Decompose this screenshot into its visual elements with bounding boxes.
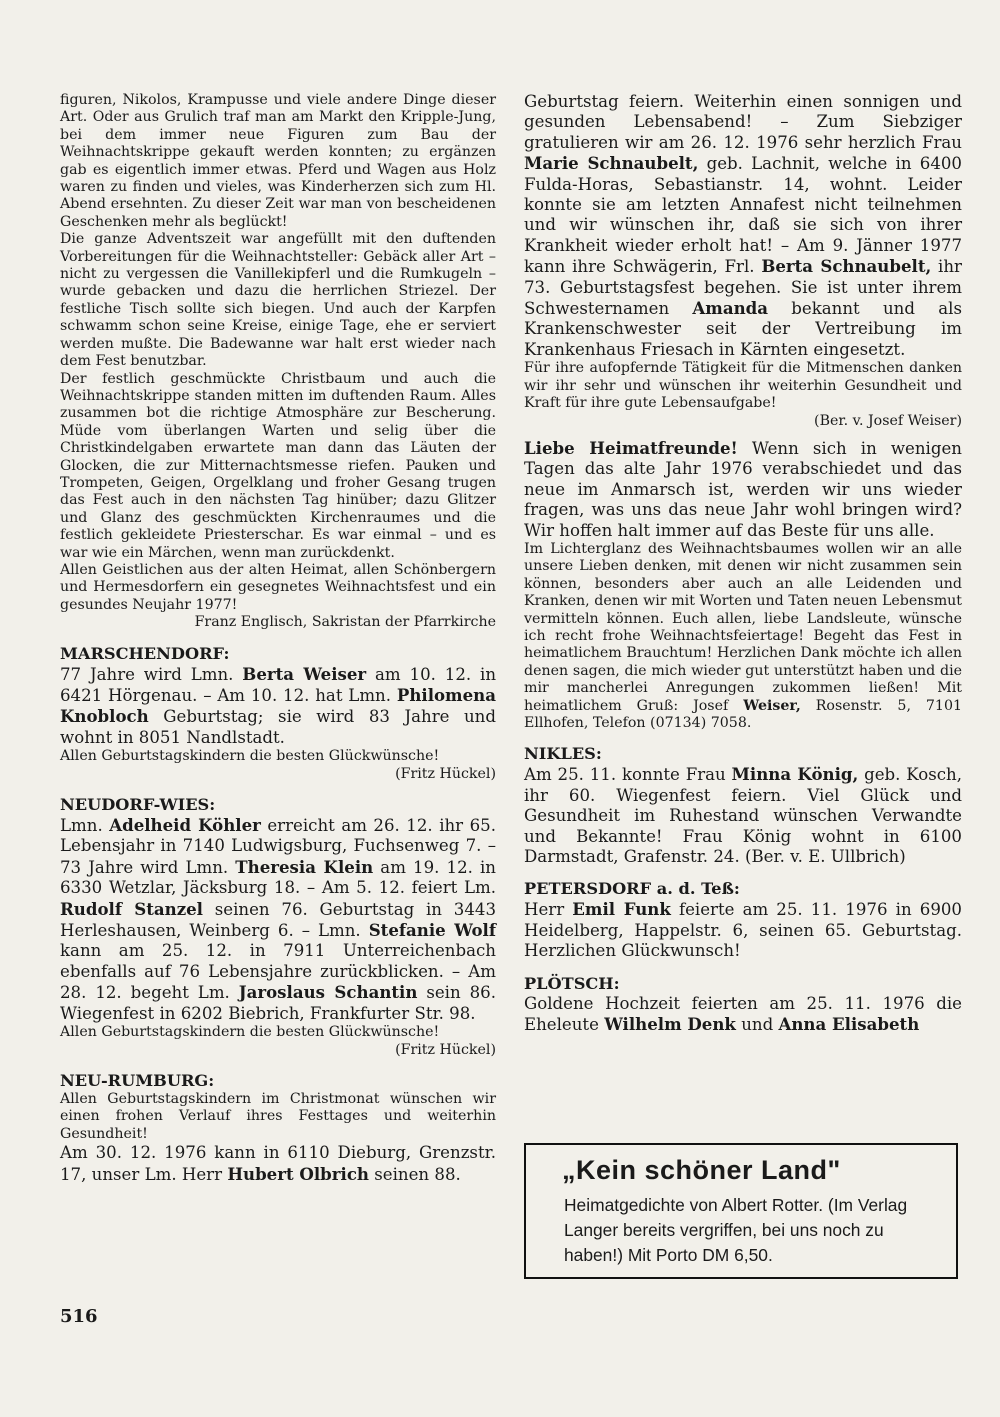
neurumburg-intro: Allen Geburtstagskindern im Christmonat wünschen wir einen frohen Verlauf ihres Festtages und weiterhin Gesundheit! [60,1090,496,1142]
neudorf-greeting: Allen Geburtstagskindern die besten Glückwünsche! [60,1024,440,1041]
person-name: Berta Weiser [242,663,367,684]
book-advertisement [524,1143,958,1279]
person-name: Adelheid Köhler [109,815,261,836]
person-name: Stefanie Wolf [368,920,496,941]
marschendorf-greeting: Allen Geburtstagskindern die besten Glückwünsche! [60,748,440,765]
person-name: Rudolf Stanzel [60,898,203,919]
neudorf-body: Lmn. Adelheid Köhler erreicht am 26. 12. ihr 65. Lebensjahr in 7140 Ludwigsburg, Fuchsenweg 7. – 73 Jahre wird Lmn. Theresia Klein am 19. 12. in 6330 Wetzlar, Jäcksburg 18. – Am 5. 12. feiert Lm. Rudolf Stanzel seinen 76. Geburtstag in 3443 Herleshausen, Weinberg 6. – Lmn. Stefanie Wolf kann am 25. 12. in 7911 Unterreichenbach ebenfalls auf 76 Lebensjahre zurückblicken. – Am 28. 12. begeht Lm. Jaroslaus Schantin sein 86. Wiegenfest in 6202 Biebrich, Frankfurter Str. 98. [60,815,496,1023]
section-heading-neu-rumburg: NEU-RUMBURG: [60,1070,215,1090]
person-name: Amanda [692,298,769,319]
person-name: Emil Funk [572,899,671,920]
neudorf-signature: (Fritz Hückel) [395,1041,496,1058]
page-number: 516 [60,1306,98,1327]
left-column [60,92,496,1185]
petersdorf-body: Herr Emil Funk feierte am 25. 11. 1976 in 6900 Heidelberg, Happelstr. 6, seinen 65. Geburtstag. Herzlichen Glückwunsch! [524,899,962,961]
marschendorf-body: 77 Jahre wird Lmn. Berta Weiser am 10. 12. in 6421 Hörgenau. – Am 10. 12. hat Lmn. Philomena Knobloch Geburtstag; sie wird 83 Jahre und wohnt in 8051 Nandlstadt. [60,663,496,747]
advertisement-title: „Kein schöner Land" [562,1155,841,1185]
thanks-signature: (Ber. v. Josef Weiser) [814,412,962,429]
marschendorf-signature: (Fritz Hückel) [395,765,496,782]
section-heading-ploetsch: PLÖTSCH: [524,973,620,993]
person-name: Wilhelm Denk [604,1014,736,1035]
person-name: Minna König, [731,764,859,785]
schnaubelt-paragraph: Geburtstag feiern. Weiterhin einen sonnigen und gesunden Lebensabend! – Zum Siebziger gratulieren wir am 26. 12. 1976 sehr herzlich Frau Marie Schnaubelt, geb. Lachnit, welche in 6400 Fulda-Horas, Sebastianstr. 14, wohnt. Leider konnte sie am letzten Annafest nicht teilnehmen und wir wünschen ihr, daß sie sich von ihrer Krankheit wieder erholt hat! – Am 9. Jänner 1977 kann ihre Schwägerin, Frl. Berta Schnaubelt, ihr 73. Geburtstagsfest begehen. Sie ist unter ihrem Schwesternamen Amanda bekannt und als Krankenschwester seit der Vertreibung im Krankenhaus Friesach in Kärnten eingesetzt. [524,92,962,359]
lichterglanz-paragraph: Im Lichterglanz des Weihnachtsbaumes wollen wir an alle unsere Lieben denken, mit denen wir nicht zusammen sein können, besonders aber auch an alle Leidenden und Kranken, denen wir mit Worten und Taten neuen Lebensmut vermitteln können. Euch allen, liebe Landsleute, wünsche ich recht frohe Weihnachtsfeiertage! Begeht das Fest in heimatlichem Brauchtum! Herzlichen Dank möchte ich allen denen sagen, die mich wieder gut unterstützt haben und die mir mancherlei Anregungen zukommen ließen! Mit heimatlichem Gruß: Josef Weiser, Rosenstr. 5, 7101 Ellhofen, Telefon (07134) 7058. [524,540,962,731]
thanks-paragraph: Für ihre aufopfernde Tätigkeit für die Mitmenschen danken wir ihr sehr und wünschen ihr weiterhin Gesundheit und Kraft für ihre gute Lebensaufgabe! [524,360,962,412]
neurumburg-body: Am 30. 12. 1976 kann in 6110 Dieburg, Grenzstr. 17, unser Lm. Herr Hubert Olbrich seinen 88. [60,1143,496,1184]
person-name: Anna Elisabeth [778,1014,920,1035]
intro-paragraph-2: Die ganze Adventszeit war angefüllt mit den duftenden Vorbereitungen für die Weihnachtsteller: Gebäck aller Art – nicht zu vergessen die Vanillekipferl und die Rumkugeln – wurde gebacken und dazu die herrlichen Striezel. Der festliche Tisch sollte sich biegen. Und auch der Karpfen schwamm schon seine Kreise, einige Tage, ehe er serviert werden mußte. Die Badewanne war halt erst wieder nach dem Fest benutzbar. [60,231,496,370]
section-heading-nikles: NIKLES: [524,744,602,764]
advertisement-text: Heimatgedichte von Albert Rotter. (Im Verlag Langer bereits vergriffen, bei uns noch zu haben!) Mit Porto DM 6,50. [564,1195,908,1265]
salutation: Liebe Heimatfreunde! [524,437,738,458]
person-name: Hubert Olbrich [227,1163,369,1184]
nikles-body: Am 25. 11. konnte Frau Minna König, geb. Kosch, ihr 60. Wiegenfest feiern. Viel Glück und Gesundheit im Ruhestand wünschen Verwandte und Bekannte! Frau König wohnt in 6100 Darmstadt, Grafenstr. 24. (Ber. v. E. Ullbrich) [524,764,962,867]
intro-signature: Franz Englisch, Sakristan der Pfarrkirche [194,614,496,631]
right-column [524,92,962,1035]
section-heading-neudorf-wies: NEUDORF-WIES: [60,795,216,815]
section-heading-marschendorf: MARSCHENDORF: [60,643,230,663]
heimatfreunde-paragraph: Liebe Heimatfreunde! Wenn sich in wenigen Tagen das alte Jahr 1976 verabschiedet und das neue im Anmarsch ist, werden wir uns wieder fragen, was uns das neue Jahr wohl bringen wird? Wir hoffen halt immer auf das Beste für uns alle. [524,437,962,540]
person-name: Marie Schnaubelt, [524,153,699,174]
section-heading-petersdorf: PETERSDORF a. d. Teß: [524,879,740,899]
person-name: Jaroslaus Schantin [238,982,418,1003]
person-name: Berta Schnaubelt, [761,256,932,277]
ploetsch-body: Goldene Hochzeit feierten am 25. 11. 1976 die Eheleute Wilhelm Denk und Anna Elisabeth [524,993,962,1035]
intro-paragraph-1: figuren, Nikolos, Krampusse und viele andere Dinge dieser Art. Oder aus Grulich traf man am Markt den Kripple-Jung, bei dem immer neue Figuren zum Bau der Weihnachtskrippe gekauft werden konnten; zu ergänzen gab es eigentlich immer etwas. Pferd und Wagen aus Holz waren zu finden und vieles, was Kinderherzen sich zum Hl. Abend ersehnten. Zu dieser Zeit war man von bescheidenen Geschenken mehr als beglückt! [60,92,496,230]
intro-paragraph-4: Allen Geistlichen aus der alten Heimat, allen Schönbergern und Hermesdorfern ein gesegnetes Weihnachtsfest und ein gesundes Neujahr 1977! [60,561,496,613]
person-name: Philomena Knobloch [60,685,496,727]
person-name: Weiser, [743,697,801,714]
person-name: Theresia Klein [235,856,374,877]
intro-paragraph-3: Der festlich geschmückte Christbaum und auch die Weihnachtskrippe standen mitten im duftenden Raum. Alles zusammen bot die richtige Atmosphäre zur Bescherung. Müde vom überlangen Warten und selig über die Christkindelgaben erwartete man dann das Läuten der Glocken, die zur Mitternachtsmesse riefen. Pauken und Trompeten, Geigen, Orgelklang und froher Gesang trugen das Fest auch in den nächsten Tag hinüber; dazu Glitzer und Glanz des geschmückten Kirchenraumes und die festlich gekleidete Priesterschar. Es war einmal – und es war wie ein Märchen, wenn man zurückdenkt. [60,370,496,561]
